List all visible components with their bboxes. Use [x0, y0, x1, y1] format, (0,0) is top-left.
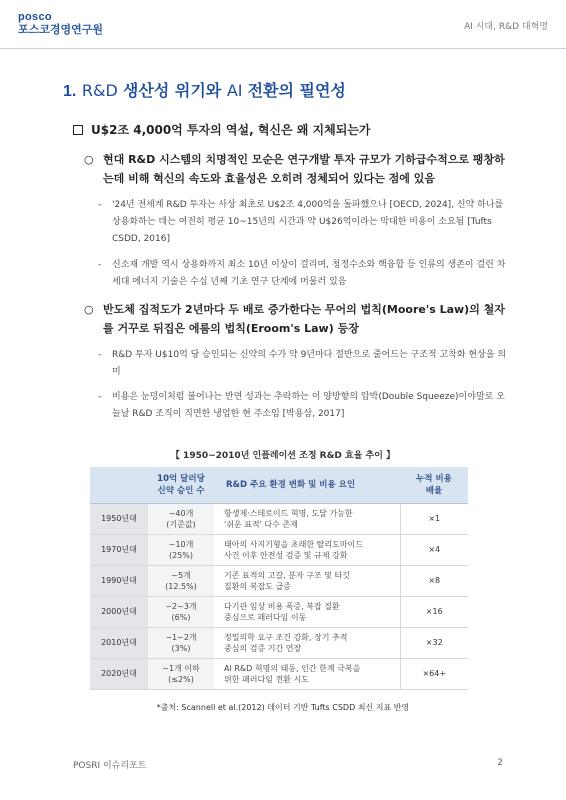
cell-cost: ×64+ — [400, 658, 468, 689]
cell-era: 2020년대 — [90, 658, 148, 689]
detail-text: R&D 투자 U$10억 당 승인되는 신약의 수가 약 9년마다 절반으로 줄어드는 구조적 고착화 현상을 의미 — [112, 350, 507, 377]
cell-cost: ×4 — [400, 534, 468, 565]
point-1 — [84, 150, 509, 188]
cell-desc: AI R&D 혁명의 태동, 인간 한계 극복을 위한 패러다임 전환 시도 — [214, 658, 400, 689]
point-1-detail-2 — [98, 257, 509, 291]
dash-bullet-icon: - — [98, 350, 102, 360]
efficiency-table-grid — [90, 467, 468, 690]
header-divider — [0, 48, 566, 49]
header-cost — [400, 467, 468, 503]
cell-count: ~10개 (25%) — [148, 534, 214, 565]
dash-bullet-icon: - — [98, 260, 102, 270]
subheading-text: U$2조 4,000억 투자의 역설, 혁신은 왜 지체되는가 — [91, 123, 371, 137]
cell-desc: 항생제·스테로이드 혁명, 도달 가능한 '쉬운 표적' 다수 존재 — [214, 503, 400, 534]
posco-logo — [18, 11, 103, 37]
footer-publication: POSRI 이슈리포트 — [73, 761, 147, 771]
efficiency-table — [90, 467, 468, 689]
cell-count: ~1~2개 (3%) — [148, 627, 214, 658]
section-title-b: 전환의 필연성 — [247, 81, 346, 100]
cell-count: ~40개 (기준값) — [148, 503, 214, 534]
cell-count: ~5개 (12.5%) — [148, 565, 214, 596]
running-title: AI 시대, R&D 대혁명 — [464, 22, 548, 32]
section-title — [63, 78, 346, 101]
header-count-line2: 신약 승인 수 — [157, 485, 205, 496]
table-row — [90, 534, 468, 565]
point-2-detail-2 — [98, 389, 509, 423]
cell-era: 1990년대 — [90, 565, 148, 596]
table-row — [90, 627, 468, 658]
detail-text: '24년 전세계 R&D 투자는 사상 최초로 U$2조 4,000억을 돌파했으나 [OECD, 2024], 신약 하나를 상용화하는 데는 여전히 평균 10~15년의 시간과 약 U$26억이라는 막대한 비용이 소요됨 [Tufts CSDD, 2016] — [112, 200, 504, 244]
cell-desc: 태아의 사지기형을 초래한 탈리도마이드 사건 이후 안전성 검증 및 규제 강화 — [214, 534, 400, 565]
header-cost-line2: 배율 — [425, 485, 443, 496]
table-row — [90, 565, 468, 596]
cell-desc: 기존 표적의 고갈, 분자 구조 및 타깃 질환의 복잡도 급증 — [214, 565, 400, 596]
cell-cost: ×32 — [400, 627, 468, 658]
section-number: 1. — [63, 83, 77, 100]
cell-desc: 다기관 임상 비용 폭증, 복잡 질환 중심으로 패러다임 이동 — [214, 596, 400, 627]
logo-en: posco — [18, 11, 52, 23]
circle-bullet-icon: ○ — [84, 153, 94, 166]
cell-count: ~1개 이하 (≤2%) — [148, 658, 214, 689]
table-header-row — [90, 467, 468, 503]
logo-ko: 포스코경영연구원 — [18, 23, 104, 36]
cell-cost: ×8 — [400, 565, 468, 596]
detail-text: 비용은 눈덩이처럼 불어나는 반면 성과는 추락하는 이 양방향의 압박(Double Squeeze)이야말로 오늘날 R&D 조직이 직면한 냉엄한 현 주소임 [박용삼, 2017] — [112, 392, 505, 419]
section-title-rd: R&D — [81, 81, 123, 100]
point-1-detail-1 — [98, 197, 509, 248]
cell-era: 1970년대 — [90, 534, 148, 565]
cell-cost: ×16 — [400, 596, 468, 627]
dash-bullet-icon: - — [98, 200, 102, 210]
page-header — [0, 0, 566, 50]
table-row — [90, 503, 468, 534]
table-title: 【 1950~2010년 인플레이션 조정 R&D 효율 추이 】 — [170, 451, 396, 461]
point-2 — [84, 300, 509, 338]
header-count — [148, 467, 214, 503]
detail-text: 신소재 개발 역시 상용화까지 최소 10년 이상이 걸리며, 청정수소와 핵융합 등 인류의 생존이 걸린 차세대 에너지 기술은 수십 년째 기초 연구 단계에 머물러 있음 — [112, 260, 506, 287]
point-2-text: 반도체 집적도가 2년마다 두 배로 증가한다는 무어의 법칙(Moore's Law)의 철자를 거꾸로 뒤집은 에룸의 법칙(Eroom's Law) 등장 — [103, 303, 505, 335]
section-title-ai: AI — [226, 81, 248, 100]
cell-count: ~2~3개 (6%) — [148, 596, 214, 627]
section-title-a: 생산성 위기와 — [122, 81, 227, 100]
table-row — [90, 596, 468, 627]
header-cost-line1: 누적 비용 — [416, 473, 452, 484]
cell-desc: 정밀의학 요구 조건 강화, 장기 추적 중심의 검증 기간 연장 — [214, 627, 400, 658]
cell-era: 2000년대 — [90, 596, 148, 627]
point-1-text: 현대 R&D 시스템의 치명적인 모순은 연구개발 투자 규모가 기하급수적으로 팽창하는데 비해 혁신의 속도와 효율성은 오히려 정체되어 있다는 점에 있음 — [103, 153, 505, 185]
cell-era: 1950년대 — [90, 503, 148, 534]
page-number: 2 — [497, 758, 503, 768]
header-count-line1: 10억 달러당 — [157, 473, 205, 484]
header-era — [90, 467, 148, 503]
cell-cost: ×1 — [400, 503, 468, 534]
table-caption: *출처: Scannell et al.(2012) 데이터 기반 Tufts CSDD 최신 지표 반영 — [156, 703, 410, 712]
subheading — [73, 121, 371, 138]
square-bullet-icon — [73, 125, 83, 135]
cell-era: 2010년대 — [90, 627, 148, 658]
table-row — [90, 658, 468, 689]
circle-bullet-icon: ○ — [84, 303, 94, 316]
header-desc: R&D 주요 환경 변화 및 비용 요인 — [214, 467, 400, 503]
dash-bullet-icon: - — [98, 392, 102, 402]
point-2-detail-1 — [98, 347, 509, 381]
